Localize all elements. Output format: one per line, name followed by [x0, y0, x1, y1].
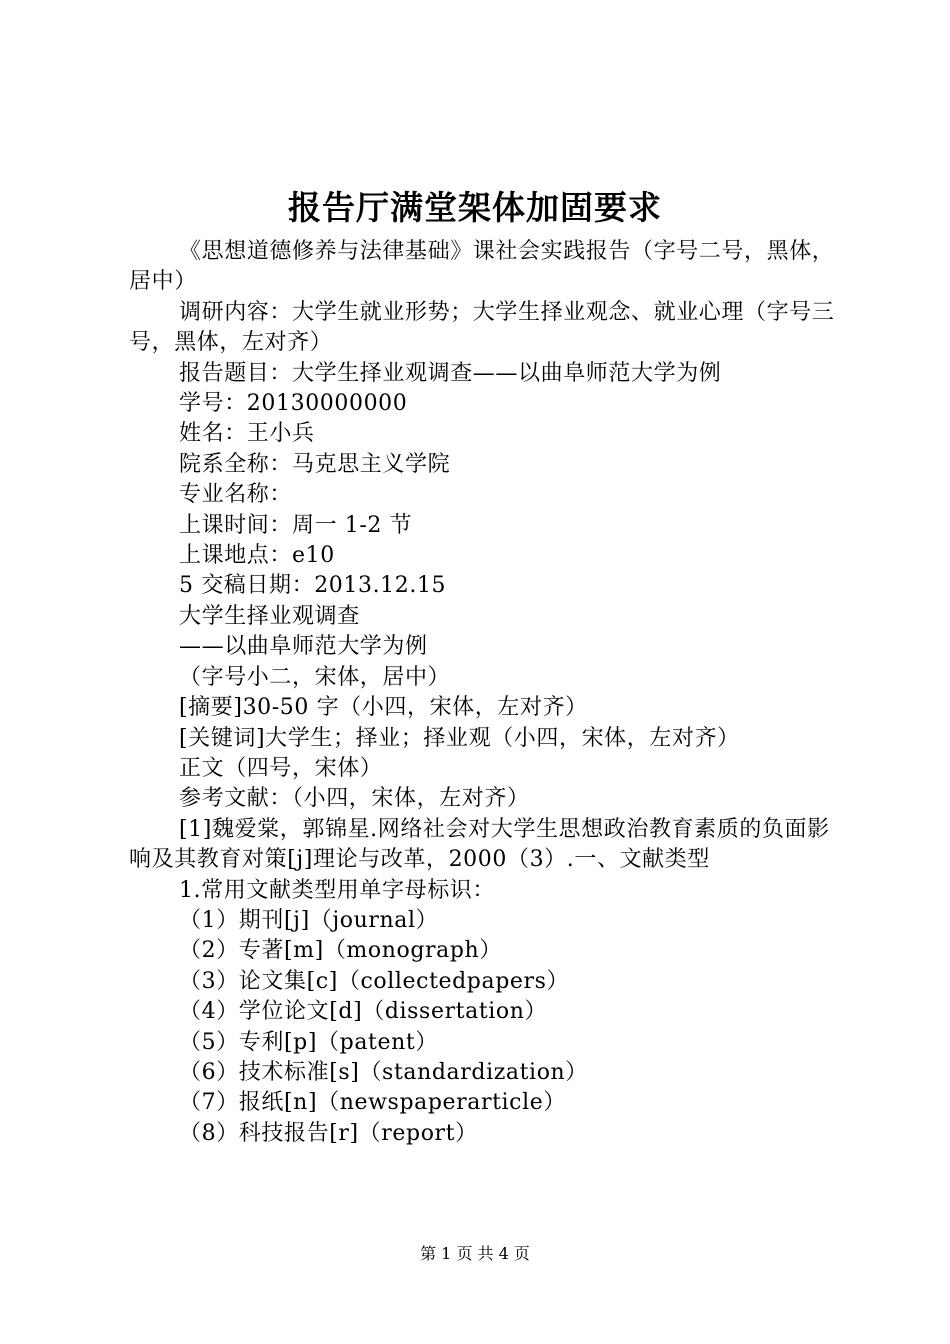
paragraph: 报告题目：大学生择业观调查——以曲阜师范大学为例 [179, 360, 722, 386]
list-item: （3）论文集[c]（collectedpapers） [179, 968, 570, 994]
list-item: （1）期刊[j]（journal） [179, 907, 439, 933]
paragraph: [摘要]30-50 字（小四，宋体，左对齐） [179, 695, 588, 721]
paragraph: ——以曲阜师范大学为例 [179, 634, 428, 660]
list-item: （5）专利[p]（patent） [179, 1029, 438, 1055]
paragraph: 《思想道德修养与法律基础》课社会实践报告（字号二号，黑体，居中） [129, 239, 835, 295]
paragraph: （字号小二，宋体，居中） [179, 664, 451, 690]
paragraph: 大学生择业观调查 [179, 603, 360, 629]
paragraph: 调研内容：大学生就业形势；大学生择业观念、就业心理（字号三号，黑体，左对齐） [129, 299, 835, 356]
paragraph: 姓名：王小兵 [179, 421, 315, 447]
paragraph: 学号：20130000000 [179, 391, 408, 417]
paragraph: 专业名称： [179, 482, 293, 508]
list-item: （2）专著[m]（monograph） [179, 938, 502, 964]
list-item: （8）科技报告[r]（report） [179, 1120, 478, 1146]
paragraph: 1.常用文献类型用单字母标识： [179, 877, 495, 903]
list-item: （4）学位论文[d]（dissertation） [179, 999, 548, 1025]
paragraph: 参考文献：（小四，宋体，左对齐） [179, 786, 530, 812]
paragraph: 正文（四号，宋体） [179, 755, 383, 781]
paragraph: 上课地点：e10 [179, 543, 335, 569]
paragraph: 院系全称：马克思主义学院 [179, 451, 451, 477]
list-item: （7）报纸[n]（newspaperarticle） [179, 1090, 566, 1116]
paragraph: 5 交稿日期：2013.12.15 [179, 573, 447, 599]
document-body [129, 237, 841, 1149]
page-footer: 第 1 页 共 4 页 [420, 1244, 530, 1263]
paragraph: 上课时间：周一 1-2 节 [179, 512, 413, 538]
list-item: （6）技术标准[s]（standardization） [179, 1059, 588, 1085]
paragraph: [关键词]大学生；择业；择业观（小四，宋体，左对齐） [179, 725, 740, 751]
document-title: 报告厅满堂架体加固要求 [288, 188, 662, 227]
reference-entry: [1]魏爱棠，郭锦星.网络社会对大学生思想政治教育素质的负面影响及其教育对策[j]理论与改革，2000（3）.一、文献类型 [129, 816, 830, 873]
